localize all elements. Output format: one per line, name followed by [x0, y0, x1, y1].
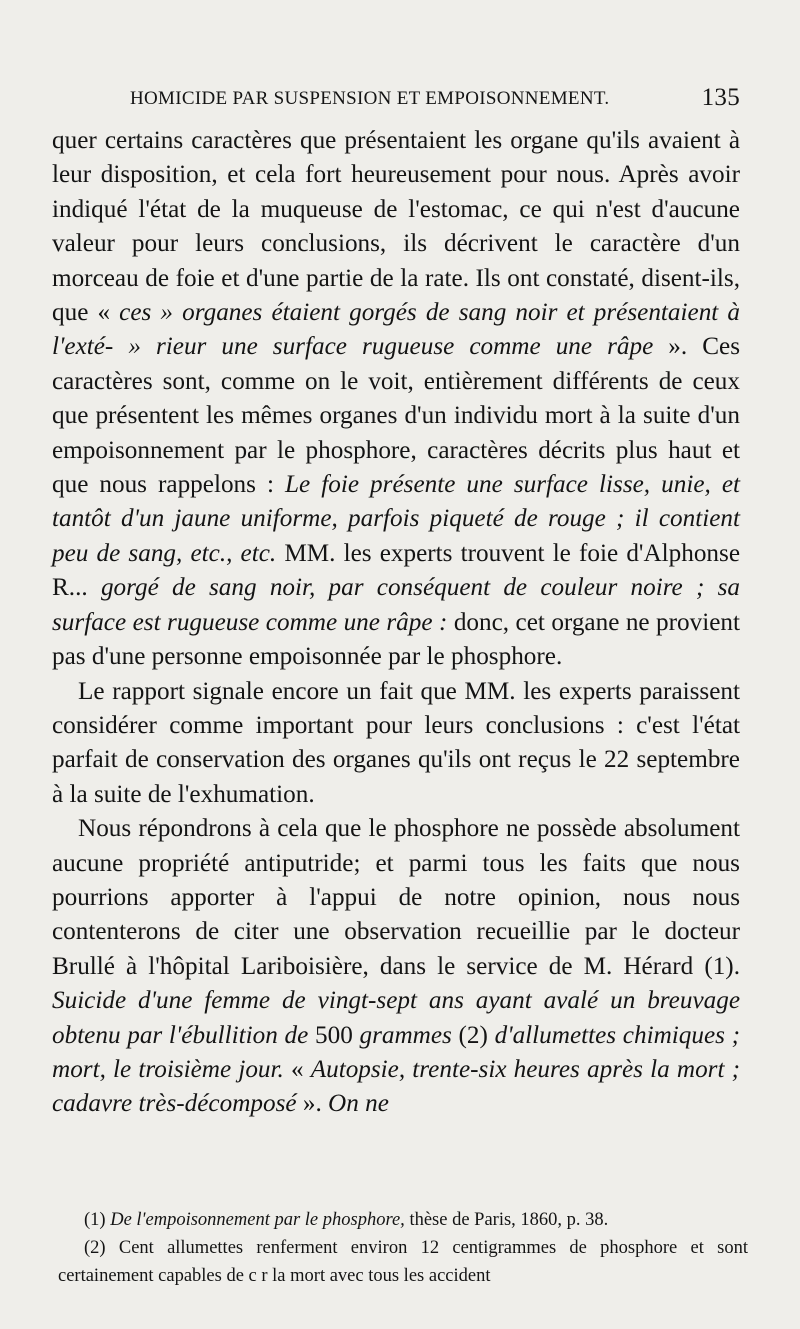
- paragraph-2: Le rapport signale encore un fait que MM. les experts paraissent considérer comme important pour leurs conclusions : c'est l'état parfait de conservation des organes qu'ils ont reçus le 22 septembre à la suite de l'exhumation.: [52, 677, 740, 808]
- italic-run: Suicide d'une femme de vingt-sept ans ayant avalé un breuvage obtenu par l'ébullition de: [52, 987, 740, 1049]
- page-number: 135: [701, 84, 740, 111]
- text-run: ». Ces caractères sont, comme on le voit, entièrement différents de ceux que présentent les mêmes organes d'un individu mort à la suite d'un empoisonnement par le phosphore, caractères décrits plus haut et que nous rappelons :: [52, 333, 741, 499]
- italic-run: grammes: [359, 1021, 452, 1049]
- main-text: [52, 124, 740, 1122]
- paragraph-1: [52, 124, 740, 675]
- footnotes: [58, 1206, 748, 1290]
- running-title: HOMICIDE PAR SUSPENSION ET EMPOISONNEMENT.: [130, 88, 610, 109]
- footnote-marker: (1): [84, 1210, 111, 1230]
- footnote-2: (2) Cent allumettes renferment environ 12 centigrammes de phosphore et sont certainement capables de c r la mort avec tous les accident: [58, 1238, 748, 1286]
- footnote-title: De l'empoisonnement par le phosphore,: [110, 1210, 405, 1230]
- text-run: donc, cet organe ne provient pas d'une personne empoisonnée par le phosphore.: [52, 608, 740, 671]
- text-run: (2): [451, 1021, 495, 1049]
- italic-quote: ces » organes étaient gorgés de sang noir et présentaient à l'exté- » rieur une surface rugueuse comme une râpe: [52, 299, 740, 361]
- text-run: quer certains caractères que présentaient les organe qu'ils avaient à leur disposition, et cela fort heureusement pour nous. Après avoir indiqué l'état de la muqueuse de l'estomac, ce qui n'est d'aucune valeur pour leurs conclusions, ils décrivent le caractère d'un morceau de foie et d'une partie de la rate. Ils ont constaté, disent-ils, que «: [52, 127, 740, 327]
- paragraph-3: [52, 812, 740, 1122]
- text-run: «: [283, 1055, 311, 1083]
- text-run: Nous répondrons à cela que le phosphore ne possède absolument aucune propriété antiputride; et parmi tous les faits que nous pourrions apporter à l'appui de notre opinion, nous nous contenterons de citer une observation recueillie par le docteur Brullé à l'hôpital Lariboisière, dans le service de M. Hérard (1).: [52, 815, 740, 980]
- text-run: ».: [296, 1090, 329, 1118]
- italic-run: d'allumettes chimiques ; mort, le troisième jour.: [52, 1021, 740, 1083]
- italic-run: On ne: [328, 1090, 389, 1118]
- italic-run: Autopsie, trente-six heures après la mort ; cadavre très-décomposé: [52, 1055, 741, 1118]
- italic-quote: Le foie présente une surface lisse, unie, et tantôt d'un jaune uniforme, parfois piqueté de rouge ; il contient peu de sang, etc., etc.: [52, 471, 741, 567]
- italic-quote: gorgé de sang noir, par conséquent de couleur noire ; sa surface est rugueuse comme une râpe :: [52, 574, 740, 636]
- text-run: MM. les experts trouvent le foie d'Alphonse R...: [52, 539, 740, 602]
- footnote-text: thèse de Paris, 1860, p. 38.: [404, 1210, 609, 1230]
- text-run: 500: [308, 1021, 360, 1049]
- footnote-1: [58, 1206, 748, 1234]
